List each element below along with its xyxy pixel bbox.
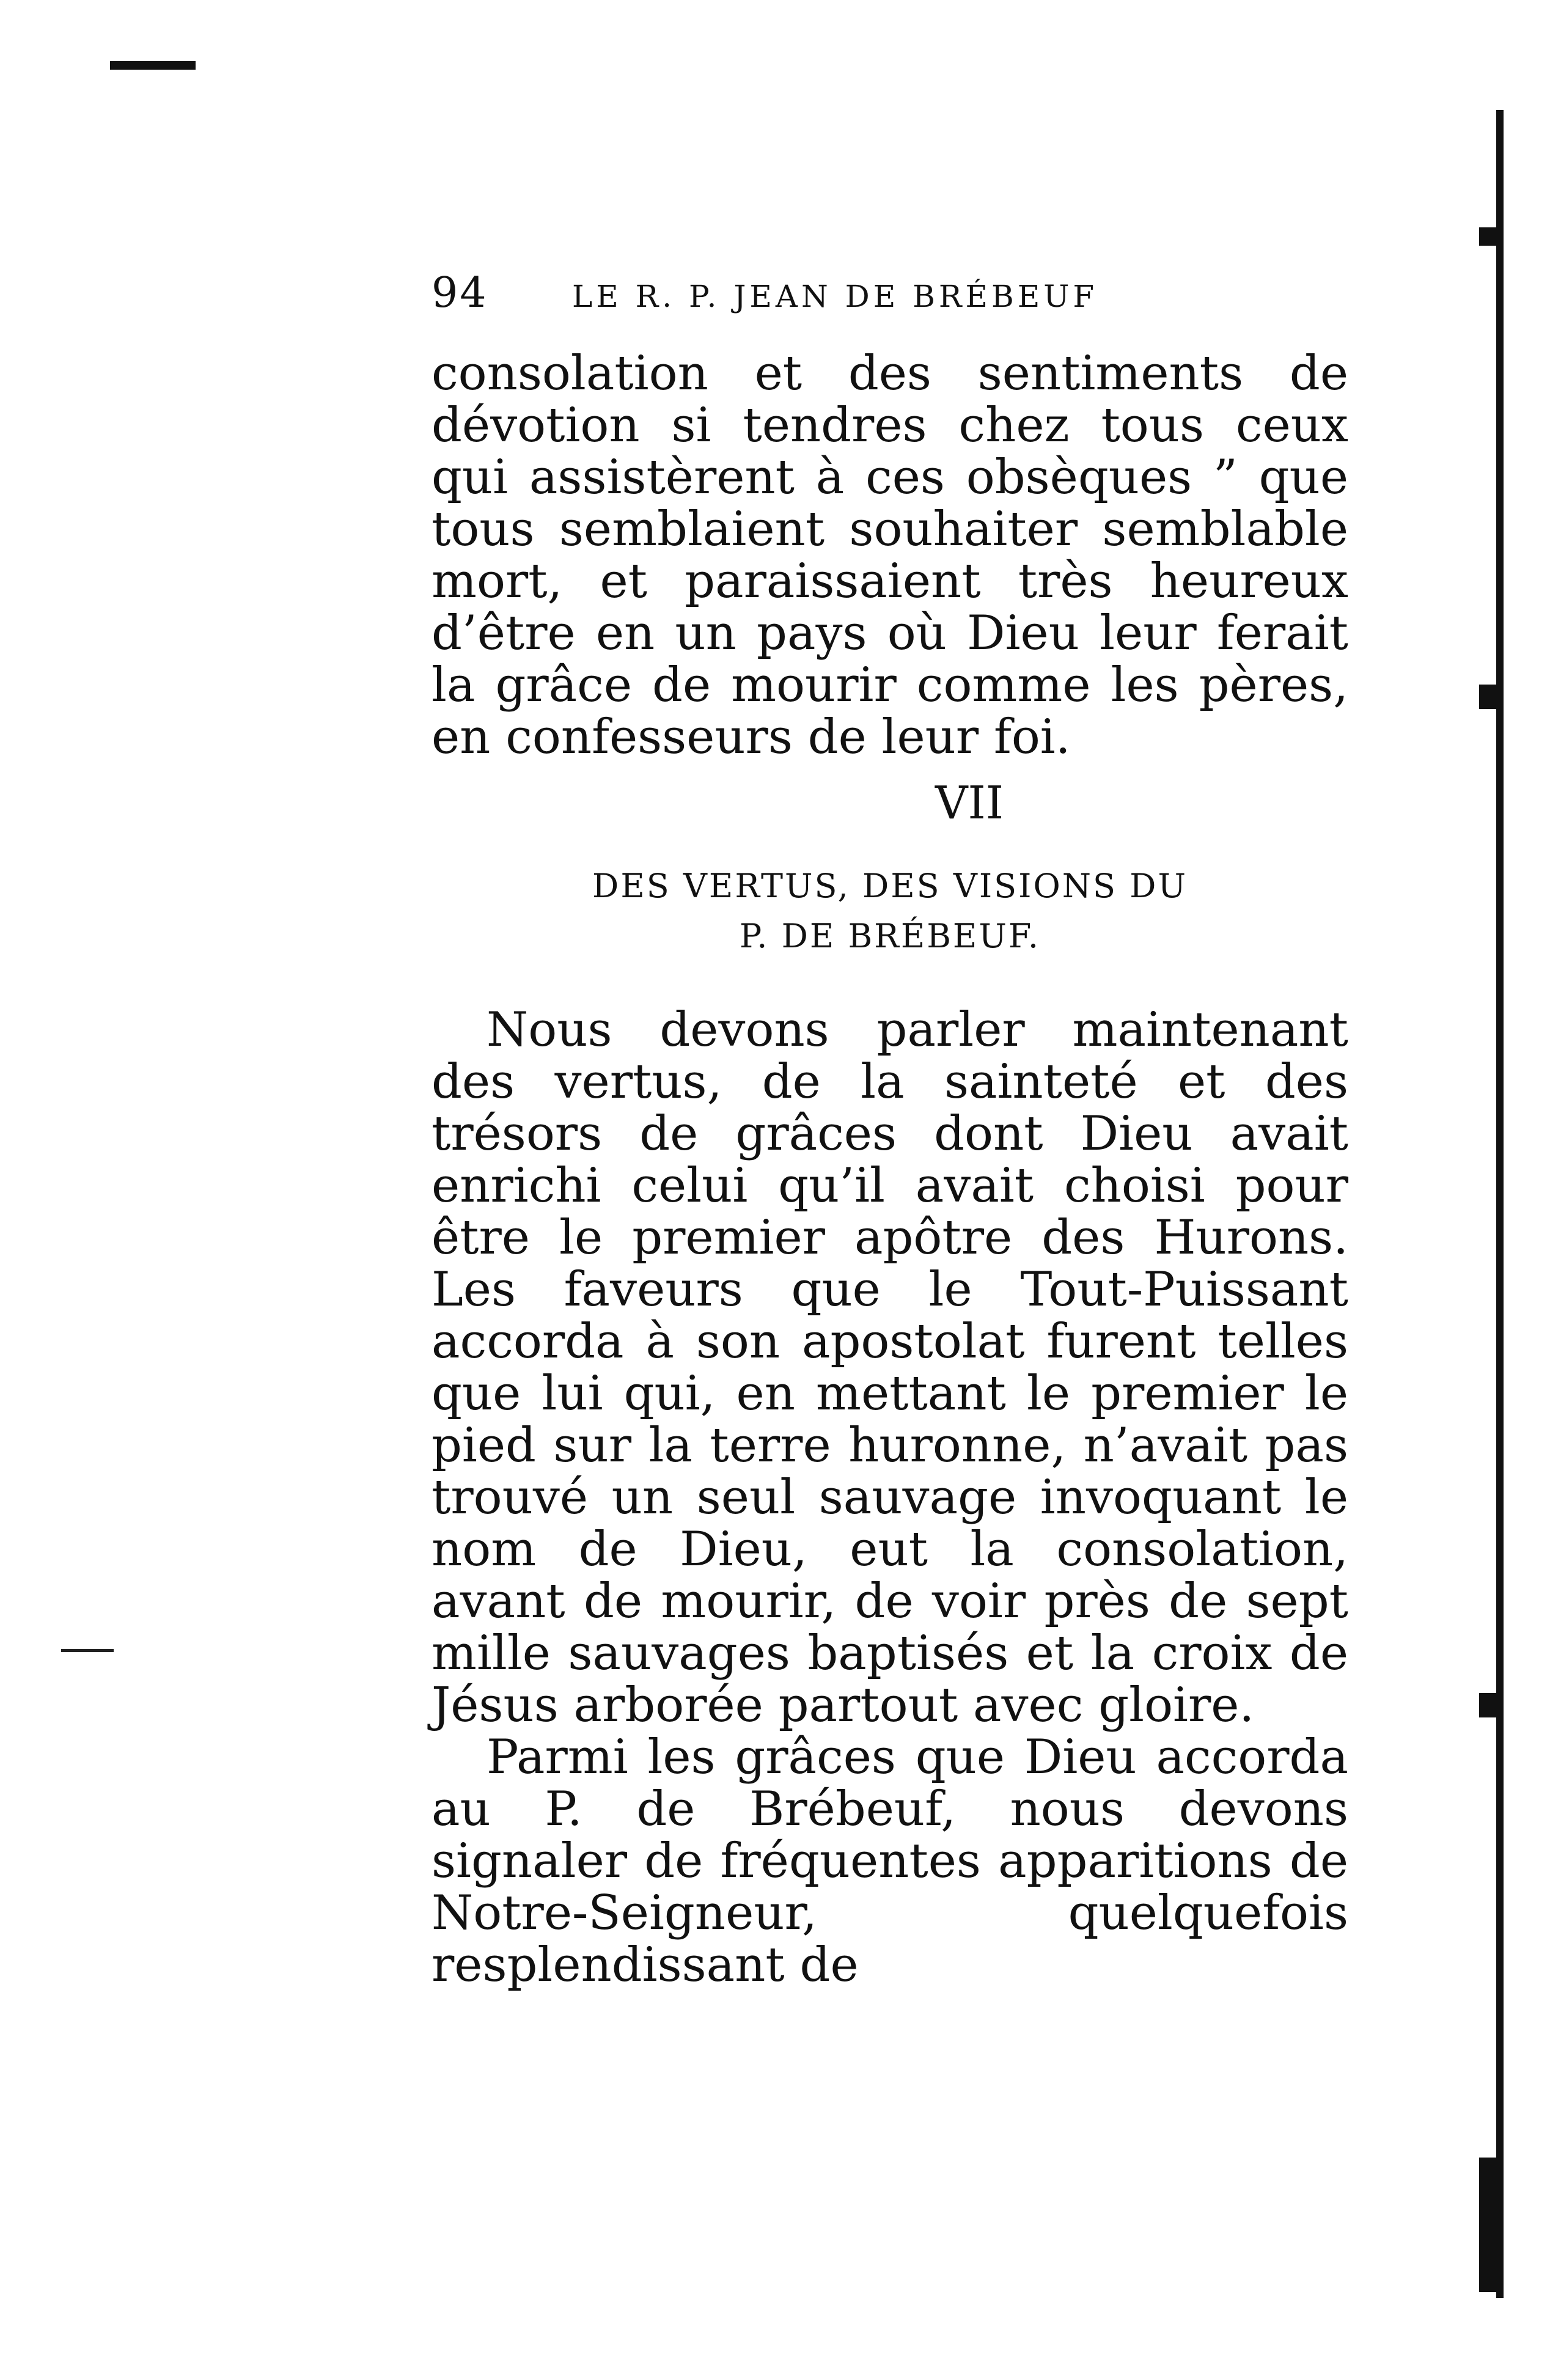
paragraph-continued: consolation et des sentiments de dévotion si tendres chez tous ceux qui assistèrent à ces obsèques ” que tous semblaient souhaiter semblable mort, et paraissaient très heureux d’être en un pays où Dieu leur ferait la grâce de mourir comme les pères, en confesseurs de leur foi.	[432, 346, 1348, 765]
paragraph-virtues: Nous devons parler maintenant des vertus, de la sainteté et des trésors de grâces dont Dieu avait enrichi celui qu’il avait choisi pour être le premier apôtre des Hurons. Les faveurs que le Tout-Puissant accorda à son apostolat furent telles que lui qui, en mettant le premier le pied sur la terre huronne, n’avait pas trouvé un seul sauvage invoquant le nom de Dieu, eut la consolation, avant de mourir, de voir près de sept mille sauvages baptisés et la croix de Jésus arborée partout avec gloire.	[432, 1002, 1348, 1733]
scan-edge-mark	[1479, 227, 1504, 246]
chapter-title	[432, 861, 1348, 961]
scan-edge-mark	[1479, 2158, 1504, 2292]
page-text-block	[432, 269, 1348, 1991]
scan-edge-mark-top	[110, 61, 196, 70]
scan-edge-mark	[1479, 1693, 1504, 1717]
page-number: 94	[432, 269, 488, 317]
scan-margin-dash	[61, 1649, 114, 1652]
chapter-number: VII	[935, 777, 1004, 829]
scan-edge-mark	[1479, 685, 1504, 709]
scan-edge-rule-right	[1496, 110, 1504, 2298]
chapter-title-line-2: P. DE BRÉBEUF.	[739, 917, 1041, 955]
chapter-title-line-1: DES VERTUS, DES VISIONS DU	[592, 867, 1188, 905]
paragraph-apparitions: Parmi les grâces que Dieu accorda au P. de Brébeuf, nous devons signaler de fréquentes apparitions de Notre-Seigneur, quelquefois resplendissant de	[432, 1730, 1348, 1993]
running-head	[432, 269, 1348, 317]
running-head-title: LE R. P. JEAN DE BRÉBEUF	[572, 279, 1098, 314]
